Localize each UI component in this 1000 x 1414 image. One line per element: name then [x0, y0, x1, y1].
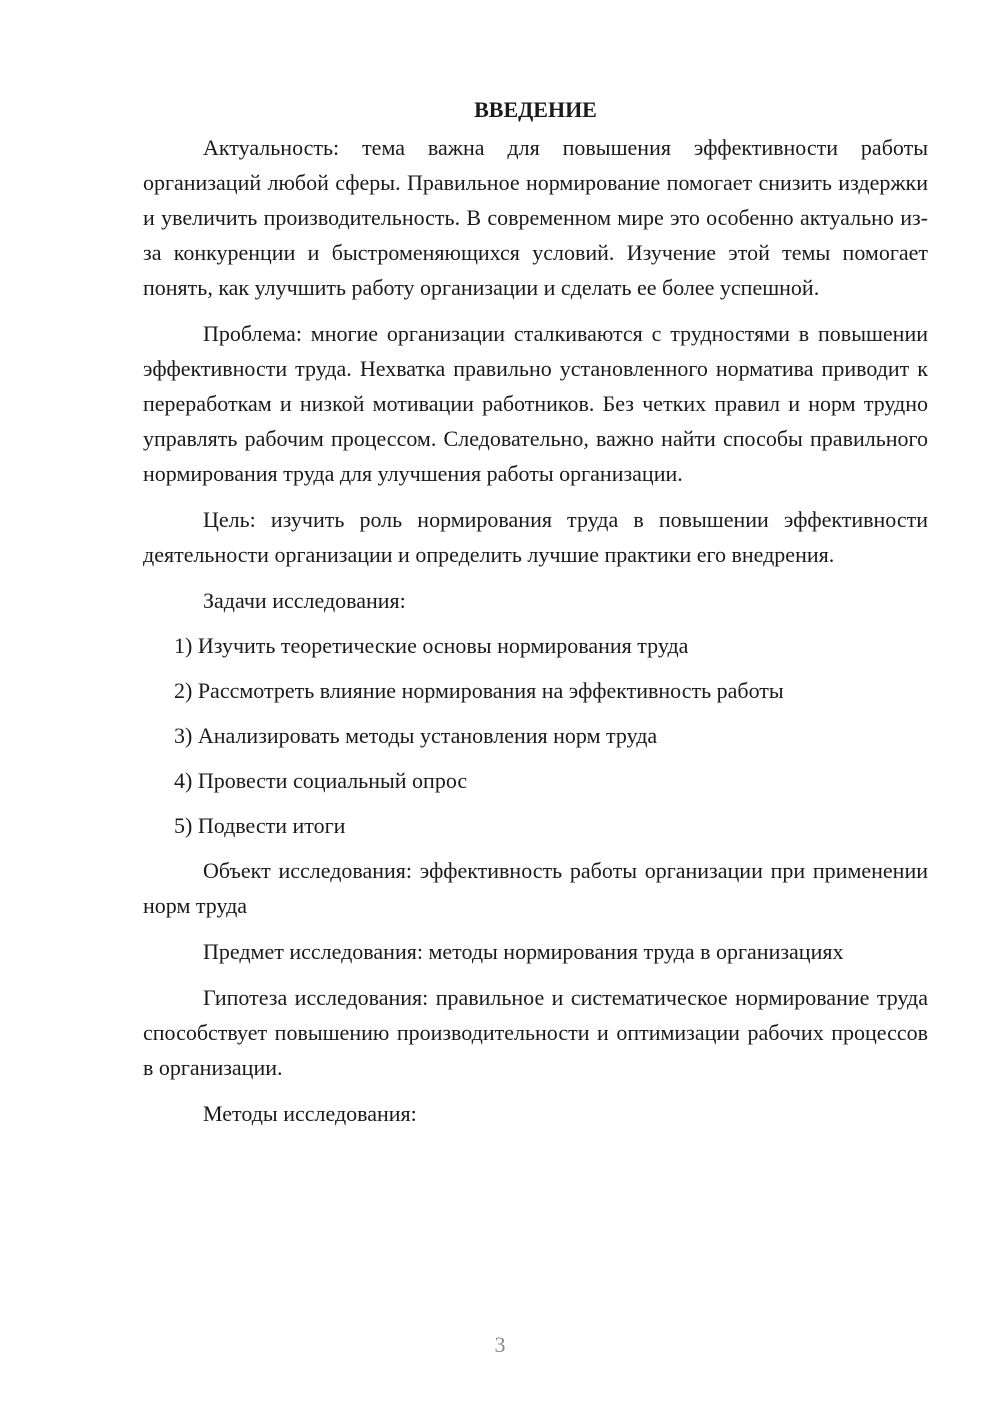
object-paragraph: Объект исследования: эффективность работы организации при применении норм труда: [143, 858, 928, 918]
problem-paragraph: Проблема: многие организации сталкиваются с трудностями в повышении эффективности труда. Нехватка правильно установленного норматива приводит к переработкам и низкой мотивации работников. Без четких правил и норм трудно управлять рабочим процессом. Следовательно, важно найти способы правильного нормирования труда для улучшения работы организации.: [143, 321, 928, 486]
page-number: 3: [494, 1332, 506, 1357]
methods-heading: Методы исследования:: [203, 1101, 417, 1126]
hypothesis-paragraph: Гипотеза исследования: правильное и систематическое нормирование труда способствует повышению производительности и оптимизации рабочих процессов в организации.: [143, 985, 928, 1080]
list-item: 3) Анализировать методы установления норм труда: [174, 723, 658, 748]
subject-paragraph: Предмет исследования: методы нормирования труда в организациях: [203, 939, 844, 964]
tasks-list: [143, 628, 928, 843]
section-heading: ВВЕДЕНИЕ: [474, 97, 597, 122]
document-page: [143, 92, 928, 1141]
relevance-paragraph: Актуальность: тема важна для повышения эффективности работы организаций любой сферы. Правильное нормирование помогает снизить издержки и увеличить производительность. В современном мире это особенно актуально из-за конкуренции и быстроменяющихся условий. Изучение этой темы помогает понять, как улучшить работу организации и сделать ее более успешной.: [143, 135, 928, 300]
list-item: 1) Изучить теоретические основы нормирования труда: [174, 633, 689, 658]
list-item: 4) Провести социальный опрос: [174, 768, 468, 793]
goal-paragraph: Цель: изучить роль нормирования труда в повышении эффективности деятельности организации и определить лучшие практики его внедрения.: [143, 507, 928, 567]
list-item: 2) Рассмотреть влияние нормирования на эффективность работы: [174, 678, 784, 703]
list-item: 5) Подвести итоги: [174, 813, 346, 838]
tasks-heading: Задачи исследования:: [203, 588, 406, 613]
